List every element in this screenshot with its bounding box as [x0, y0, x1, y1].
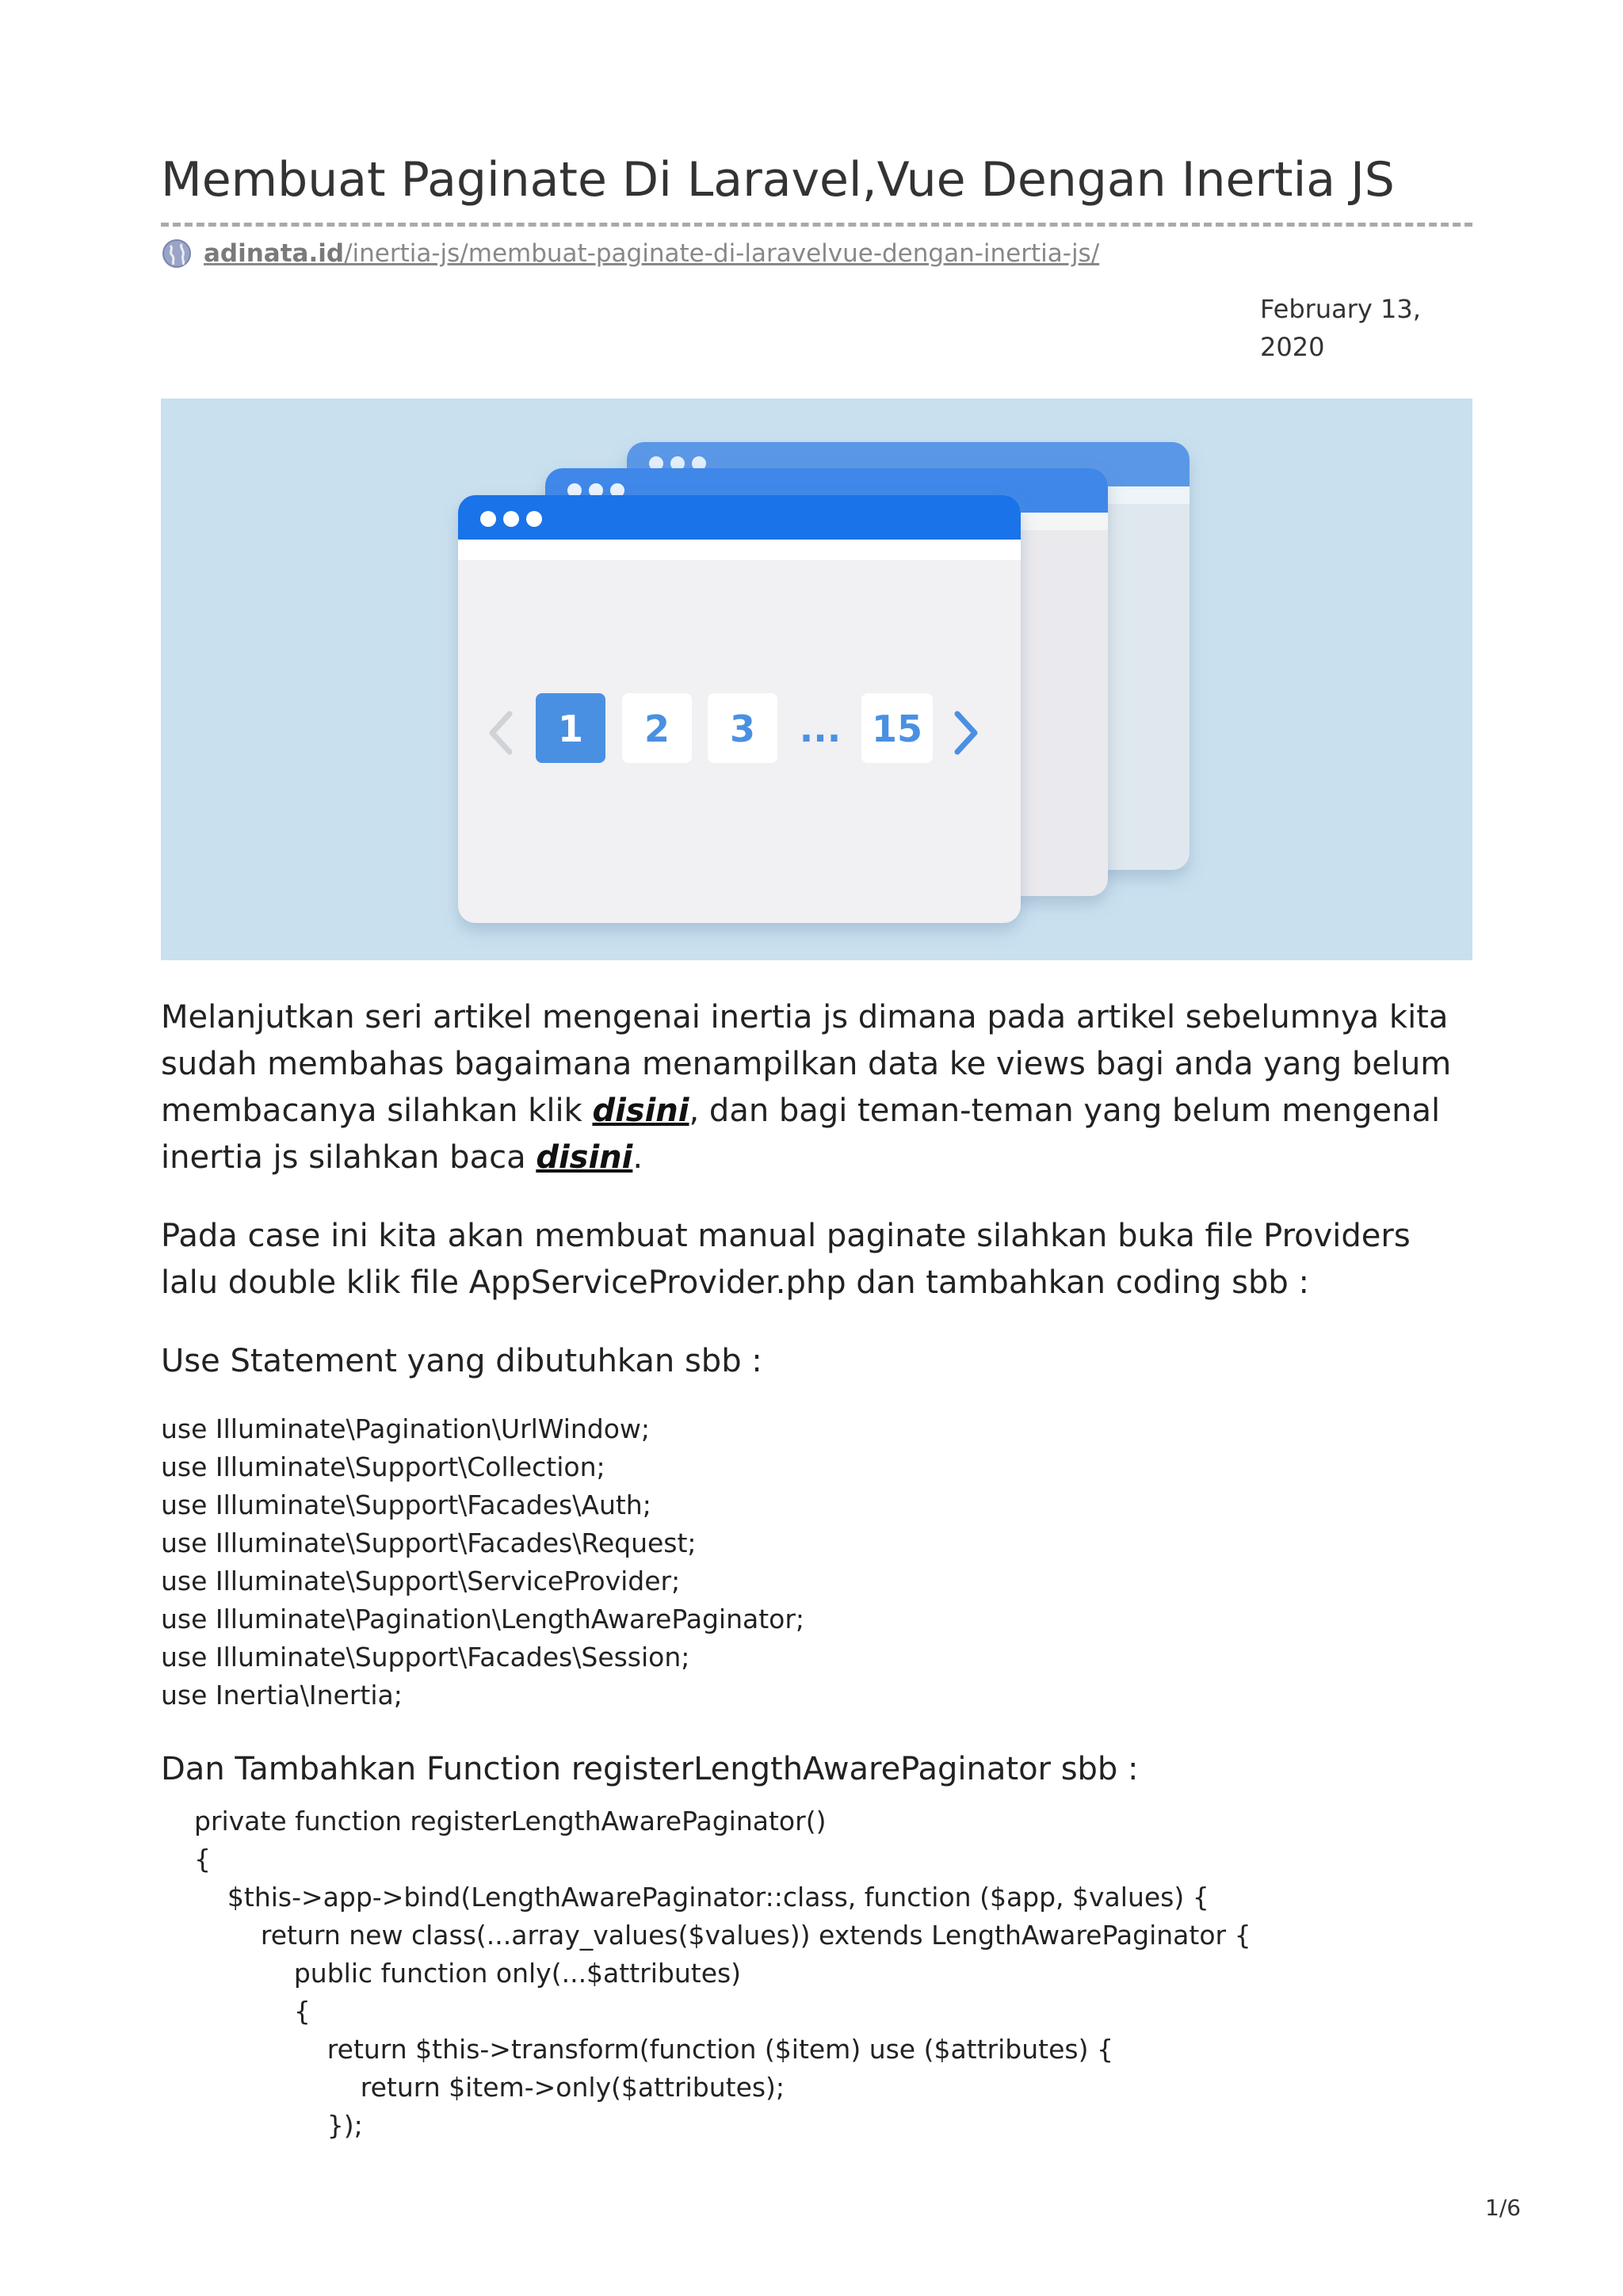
- intro-text-3: .: [632, 1139, 643, 1176]
- pagination-ellipsis: ...: [799, 707, 842, 750]
- article-body: [161, 994, 1476, 2145]
- function-code: [161, 1802, 1476, 2145]
- code-line: use Illuminate\Support\Facades\Request;: [161, 1527, 697, 1558]
- page-button-3[interactable]: 3: [729, 707, 756, 750]
- title-divider: [161, 223, 1472, 227]
- pagination-illustration: [161, 399, 1472, 960]
- use-statement-heading: Use Statement yang dibutuhkan sbb :: [161, 1343, 762, 1379]
- code-line: {: [161, 1844, 211, 1875]
- code-line: return $item->only($attributes);: [161, 2072, 785, 2103]
- date-line-2: 2020: [1260, 332, 1325, 362]
- page-button-15[interactable]: 15: [871, 707, 923, 750]
- page-button-1[interactable]: 1: [557, 707, 584, 750]
- use-statements-code: [161, 1410, 1476, 1714]
- intro-paragraph: [161, 994, 1476, 1181]
- page-number: 1/6: [1485, 2195, 1522, 2221]
- globe-icon: [161, 238, 193, 269]
- page-button-2[interactable]: 2: [643, 707, 670, 750]
- code-line: use Illuminate\Pagination\LengthAwarePaginator;: [161, 1604, 805, 1634]
- code-line: use Inertia\Inertia;: [161, 1680, 403, 1711]
- intro-text-1: Melanjutkan seri artikel mengenai inertia js dimana pada artikel sebelumnya kita sudah membahas bagaimana menampilkan data ke views bagi anda yang belum membacanya silahkan klik: [161, 999, 1452, 1129]
- code-line: private function registerLengthAwarePaginator(): [161, 1806, 827, 1836]
- code-line: {: [161, 1996, 311, 2027]
- hero-image: [161, 399, 1472, 960]
- code-line: use Illuminate\Support\Facades\Auth;: [161, 1489, 651, 1520]
- code-line: use Illuminate\Pagination\UrlWindow;: [161, 1413, 651, 1444]
- page-title: Membuat Paginate Di Laravel,Vue Dengan Inertia JS: [161, 152, 1395, 208]
- code-line: $this->app->bind(LengthAwarePaginator::class, function ($app, $values) {: [161, 1882, 1209, 1913]
- code-line: public function only(...$attributes): [161, 1958, 742, 1989]
- source-line: [161, 238, 1099, 269]
- code-line: use Illuminate\Support\ServiceProvider;: [161, 1566, 681, 1596]
- code-line: use Illuminate\Support\Collection;: [161, 1451, 605, 1482]
- publish-date: [1260, 290, 1442, 366]
- code-line: return new class(...array_values($values)) extends LengthAwarePaginator {: [161, 1920, 1251, 1951]
- disini-link-1[interactable]: disini: [592, 1093, 689, 1129]
- source-path: /inertia-js/membuat-paginate-di-laravelvue-dengan-inertia-js/: [344, 239, 1100, 268]
- instruction-paragraph: Pada case ini kita akan membuat manual paginate silahkan buka file Providers lalu double klik file AppServiceProvider.php dan tambahkan coding sbb :: [161, 1218, 1411, 1301]
- disini-link-2[interactable]: disini: [536, 1139, 633, 1176]
- source-domain: adinata.id: [204, 239, 345, 268]
- intro-text-2: , dan bagi teman-teman yang belum mengenal inertia js silahkan baca: [161, 1093, 1441, 1176]
- source-url-link[interactable]: [204, 239, 1099, 268]
- code-line: });: [161, 2110, 363, 2141]
- code-line: use Illuminate\Support\Facades\Session;: [161, 1642, 690, 1672]
- date-line-1: February 13,: [1260, 294, 1421, 324]
- code-line: return $this->transform(function ($item) use ($attributes) {: [161, 2034, 1113, 2065]
- function-heading: Dan Tambahkan Function registerLengthAwarePaginator sbb :: [161, 1751, 1139, 1787]
